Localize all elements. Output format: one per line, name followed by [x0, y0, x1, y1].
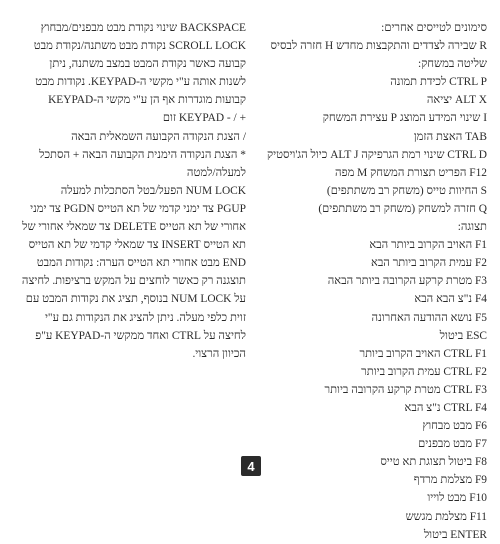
text-line: SCROLL LOCK נקודת מבט משתנה/נקודת מבט — [33, 40, 246, 53]
text-line: ALT X יציאה — [426, 94, 487, 107]
text-line: תא הטייס INSERT צד שמאלי קדמי של תא הטייס — [28, 239, 246, 252]
text-line: זוית כלפי מעלה. ניתן להציג את הנקודות גם ע"י — [44, 311, 246, 324]
text-line: F2 עמית הקרוב ביותר הבא — [370, 257, 487, 270]
text-line: CTRL F2 עמית הקרוב ביותר — [361, 365, 487, 378]
text-line: F8 ביטול תצוגת תא טייס — [380, 456, 487, 469]
text-line: לשנות אותה ע"י מקשי ה-KEYPAD. נקודות מבט — [35, 76, 246, 89]
text-line: F5 נושא ההודעה האחרונה — [371, 311, 487, 324]
text-line: אחורי של תא הטייס DELETE צד שמאלי אחורי של — [22, 221, 246, 234]
text-line: F7 מבט מבפנים — [418, 438, 487, 451]
page-number: 4 — [247, 458, 255, 474]
text-line: CTRL D שינוי רמת הגרפיקה ALT J כיול הג'ויסטיק — [267, 148, 487, 161]
text-line: ESC ביטול — [439, 329, 487, 342]
text-line: סימונים לטייסים אחרים: — [381, 22, 487, 34]
text-line: ENTER ביטול — [423, 528, 487, 541]
text-line: תצוגה: — [457, 221, 487, 234]
text-line: שליטה במשחק: — [418, 58, 487, 71]
text-line: על NUM LOCK בנוסף, תציג את נקודות המבט עם — [25, 293, 246, 306]
text-line: I שינוי המידע המוצג P עצירת המשחק — [322, 112, 487, 125]
text-line: F1 האויב הקרוב ביותר הבא — [369, 239, 487, 252]
text-line: NUM LOCK הפעל/בטל הסתכלות למעלה — [60, 184, 246, 197]
text-line: TAB האצת הזמן — [413, 130, 487, 143]
text-line: F4 נ"צ הבא הבא — [414, 293, 487, 306]
text-line: לחיצה על CTRL ואחד ממקשי ה-KEYPAD ע"פ — [35, 329, 246, 342]
page-number-badge — [241, 456, 261, 476]
text-line: PGUP צד ימני קדמי של תא הטייס PGDN צד ימני — [30, 202, 246, 215]
text-line: F6 מבט מבחוץ — [422, 420, 487, 433]
text-line: CTRL P לכידת תמונה — [390, 76, 487, 89]
text-line: Q חזרה למשחק (משחק רב משתתפים) — [318, 202, 487, 215]
text-line: CTRL F3 מטרת קרקע הקרובה ביותר — [324, 383, 487, 396]
text-line: R שבירה לצדדים והתקבצות מחדש H חזרה לבסיס — [270, 40, 487, 53]
text-line: * הצגת הנקודה הימנית הקבועה הבאה + הסתכל — [39, 148, 246, 161]
text-line: למעלה/למטה — [186, 166, 246, 179]
left-column — [14, 19, 246, 363]
text-line: F3 מטרת קרקע הקרובה ביותר הבאה — [327, 275, 487, 288]
text-line: F11 מצלמת מגשש — [405, 510, 487, 523]
text-line: S החיוות טייס (משחק רב משתתפים) — [326, 184, 487, 197]
text-line: CTRL F1 האויב הקרוב ביותר — [359, 347, 487, 360]
text-line: F10 מבט לוייו — [427, 492, 487, 505]
right-column — [258, 19, 487, 544]
text-line: F12 הפריט תצורת המשחק M מפה — [335, 166, 487, 179]
text-line: / הצגת הנקודה הקבועה השמאלית הבאה — [71, 130, 246, 143]
text-line: F9 מצלמת מרדף — [413, 474, 487, 487]
text-line: CTRL F4 נ"צ הבא — [404, 401, 487, 414]
text-line: הכיוון הרצוי. — [192, 347, 246, 360]
text-line: BACKSPACE שינוי נקודת מבט מבפנים/מבחוץ — [40, 22, 246, 34]
text-line: תוצגנה רק כאשר לוחצים על המקש ברציפות. לחיצה — [21, 275, 246, 288]
text-line: END מבט אחורי תא הטייס הערה: נקודות המבט — [36, 257, 246, 270]
text-line: קבועה כאשר נקודת המבט במצב משתנה, ניתן — [49, 58, 246, 71]
text-line: קבועות מוגדרות אף הן ע"י מקשי ה-KEYPAD — [48, 94, 246, 107]
text-line: + / - KEYPAD זום — [162, 112, 246, 125]
